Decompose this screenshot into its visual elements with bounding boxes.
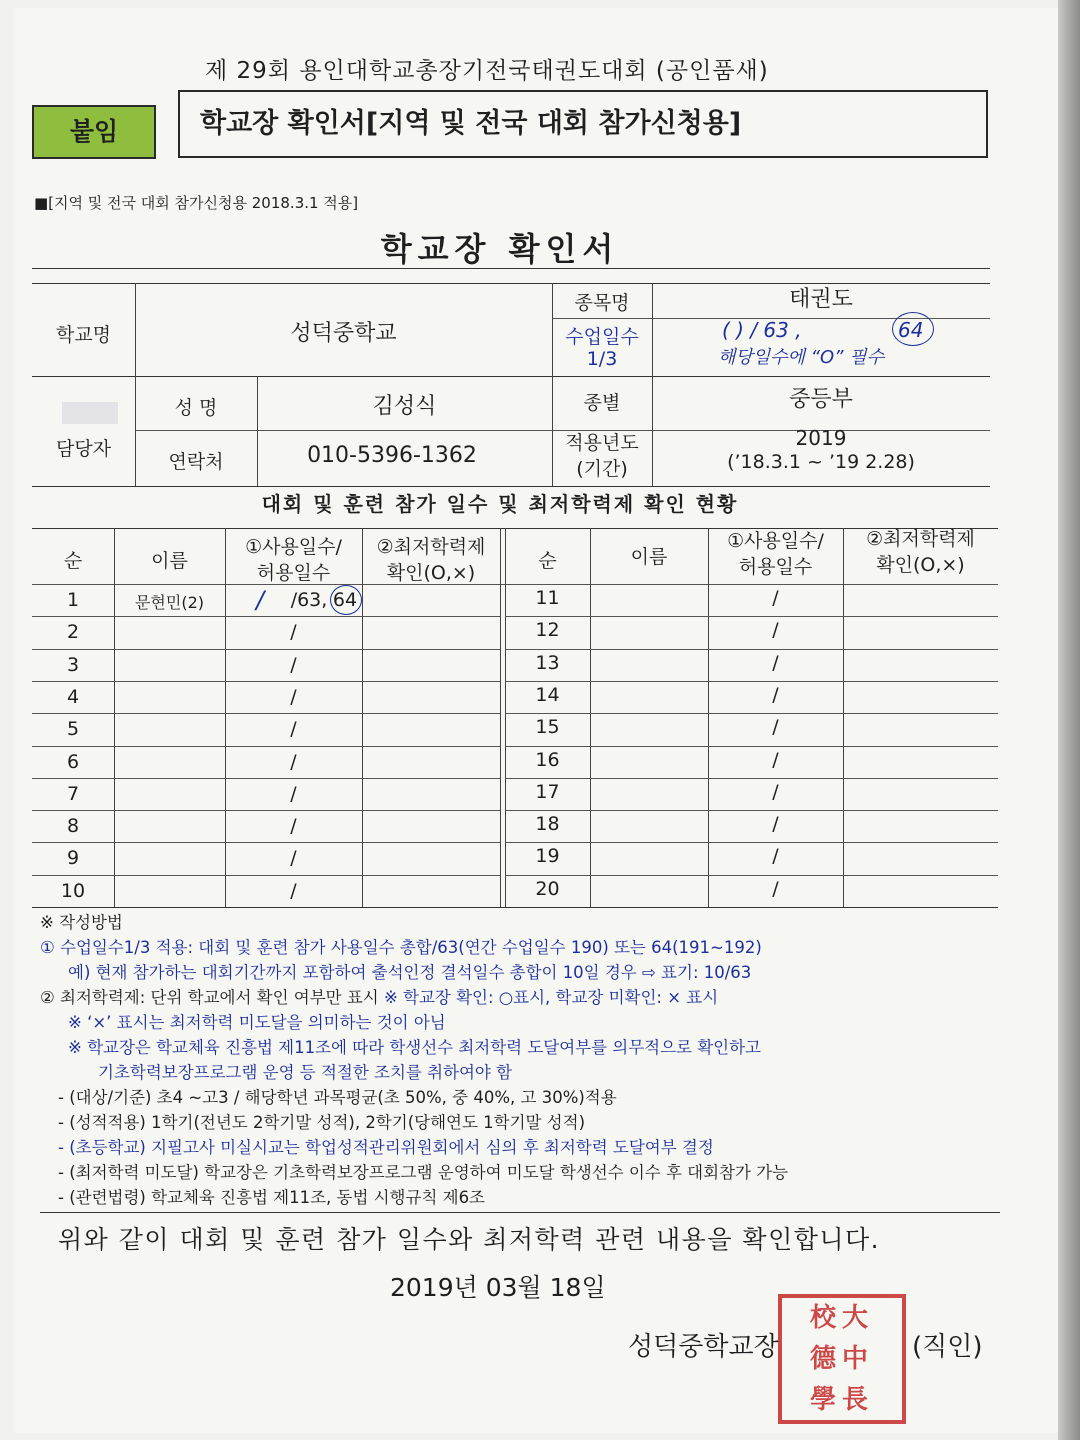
row-name: 문현민(2) — [134, 593, 205, 612]
row-days: / — [290, 847, 297, 870]
row-divider — [505, 649, 998, 650]
confirmation-statement: 위와 같이 대회 및 훈련 참가 일수와 최저학력 관련 내용을 확인합니다. — [58, 1225, 881, 1254]
header-days-sub-right: 허용일수 — [738, 556, 813, 578]
document-title: 학교장 확인서 — [380, 230, 620, 268]
row-days: / — [772, 845, 779, 868]
row-divider — [505, 810, 998, 811]
row-number: 18 — [535, 813, 560, 836]
note-line: ① 수업일수1/3 적용: 대회 및 훈련 참가 사용일수 총합/63(연간 수업일수 190) 또는 64(191~192) — [40, 938, 762, 957]
event-title: 제 29회 용인대학교총장기전국태권도대회 (공인품새) — [205, 58, 769, 84]
name-label: 성 명 — [174, 397, 218, 419]
class-days-note: 해당일수에 “O” 필수 — [718, 347, 884, 368]
period-label: 적용년도 — [565, 432, 639, 454]
class-days-fraction: 1/3 — [586, 348, 618, 370]
row-days: / — [772, 813, 779, 836]
note-line-highlight: ※ 학교장 확인: ○표시, 학교장 미확인: × 표시 — [383, 988, 719, 1007]
row-days: / — [772, 683, 779, 706]
row-number: 19 — [535, 845, 560, 868]
writing-instructions — [40, 910, 1000, 1210]
row-number: 12 — [535, 619, 560, 642]
row-divider — [505, 875, 998, 876]
seal-label: (직인) — [912, 1332, 983, 1362]
row-divider — [505, 616, 998, 617]
note-line: ※ ‘×’ 표시는 최저학력 미도달을 의미하는 것이 아님 — [68, 1013, 446, 1032]
row-number: 20 — [535, 877, 560, 900]
row-days: / — [772, 651, 779, 674]
row-divider — [32, 778, 500, 779]
division-label: 종별 — [583, 392, 621, 414]
row-divider — [32, 681, 500, 682]
official-seal-icon: 校大 德中 學長 — [778, 1294, 906, 1424]
header-academic: ②최저학력제 — [376, 536, 486, 558]
row-number: 4 — [66, 685, 80, 708]
school-label: 학교명 — [55, 324, 112, 346]
form-title: 학교장 확인서[지역 및 전국 대회 참가신청용] — [178, 90, 988, 158]
row-number: 17 — [535, 780, 560, 803]
period-year: 2019 — [795, 426, 847, 450]
row-number: 10 — [60, 879, 86, 902]
row-number: 9 — [66, 847, 80, 870]
redacted-block — [62, 402, 118, 424]
note-line: - (최저학력 미도달) 학교장은 기초학력보장프로그램 운영하여 미도달 학생선수 이수 후 대회참가 가능 — [58, 1163, 789, 1182]
header-days: ①사용일수/ — [245, 536, 342, 558]
row-number: 3 — [66, 653, 80, 676]
header-academic-sub: 확인(O,×) — [386, 562, 476, 584]
row-number: 16 — [535, 748, 560, 771]
row-number: 6 — [66, 750, 80, 773]
attachment-badge: 붙임 — [32, 105, 156, 159]
note-line: 예) 현재 참가하는 대회기간까지 포함하여 출석인정 결석일수 총합이 10일 경우 ⇨ 표기: 10/63 — [68, 963, 752, 982]
row-days: / — [772, 619, 779, 642]
row-divider — [505, 681, 998, 682]
handwritten-slash: / — [255, 586, 265, 614]
row-divider — [505, 778, 998, 779]
row-days: / — [772, 780, 779, 803]
sport-value: 태권도 — [789, 287, 853, 312]
sport-label: 종목명 — [574, 292, 630, 314]
notes-heading: ※ 작성방법 — [40, 913, 123, 932]
row-days: /63, — [290, 589, 328, 611]
phone-label: 연락처 — [168, 451, 224, 473]
row-number: 2 — [66, 621, 80, 644]
header-name-right: 이름 — [630, 546, 668, 568]
note-line: - (대상/기준) 초4 ~고3 / 해당학년 과목평균(초 50%, 중 40%, 고 30%)적용 — [58, 1088, 617, 1107]
row-number: 15 — [535, 716, 560, 739]
reference-note: ■[지역 및 전국 대회 참가신청용 2018.3.1 적용] — [34, 194, 359, 212]
row-days: / — [290, 718, 297, 741]
school-name: 성덕중학교 — [290, 321, 397, 346]
row-days: / — [772, 587, 779, 609]
header-name: 이름 — [151, 550, 188, 572]
period-label-sub: (기간) — [576, 458, 628, 480]
row-divider — [32, 616, 500, 617]
class-days-value: ( ) / 63 , — [722, 318, 802, 342]
row-number: 14 — [535, 683, 560, 706]
header-academic-sub-right: 확인(O,×) — [876, 554, 965, 576]
row-divider — [32, 810, 500, 811]
row-days-circled: 64 — [332, 589, 358, 611]
row-days: / — [772, 748, 779, 771]
note-line: 기초학력보장프로그램 운영 등 적절한 조치를 취하여야 함 — [98, 1063, 513, 1082]
row-divider — [505, 713, 998, 714]
page-edge-shadow — [1058, 0, 1080, 1440]
header-days-sub: 허용일수 — [256, 562, 331, 584]
row-days: / — [290, 653, 297, 676]
row-divider — [505, 842, 998, 843]
phone-value: 010-5396-1362 — [307, 443, 477, 468]
row-divider — [32, 875, 500, 876]
row-number: 8 — [66, 815, 80, 838]
row-days: / — [290, 815, 297, 838]
row-days: / — [290, 782, 297, 805]
row-days: / — [290, 750, 297, 773]
row-days: / — [772, 716, 779, 739]
header-days-right: ①사용일수/ — [727, 530, 824, 552]
row-divider — [32, 842, 500, 843]
note-line: - (성적적용) 1학기(전년도 2학기말 성적), 2학기(당해연도 1학기말 성적) — [58, 1113, 586, 1132]
row-number: 11 — [535, 587, 560, 609]
row-days: / — [290, 621, 297, 644]
note-line: ※ 학교장은 학교체육 진흥법 제11조에 따라 학생선수 최저학력 도달여부를 의무적으로 확인하고 — [68, 1038, 761, 1057]
row-number: 1 — [66, 589, 80, 611]
name-value: 김성식 — [372, 394, 437, 419]
participation-title: 대회 및 훈련 참가 일수 및 최저학력제 확인 현황 — [261, 492, 739, 516]
header-no: 순 — [63, 550, 83, 572]
row-number: 7 — [66, 782, 80, 805]
header-no-right: 순 — [538, 550, 557, 572]
period-range: (’18.3.1 ~ ’19 2.28) — [727, 451, 915, 473]
row-days: / — [290, 685, 297, 708]
row-days: / — [772, 877, 779, 900]
class-days-circled: 64 — [898, 318, 924, 342]
row-number: 13 — [535, 651, 560, 674]
note-line: ② 최저학력제: 단위 학교에서 확인 여부만 표시 — [40, 988, 384, 1007]
row-number: 5 — [66, 718, 80, 741]
row-divider — [505, 746, 998, 747]
class-days-label: 수업일수 — [565, 326, 639, 348]
row-divider — [32, 746, 500, 747]
note-line: - (관련법령) 학교체육 진흥법 제11조, 동법 시행규칙 제6조 — [58, 1188, 485, 1207]
notes-divider — [40, 1212, 1000, 1213]
contact-person-label: 담당자 — [55, 438, 112, 460]
row-divider — [32, 713, 500, 714]
signing-date: 2019년 03월 18일 — [390, 1273, 606, 1302]
row-days: / — [290, 879, 297, 902]
header-academic-right: ②최저학력제 — [866, 528, 975, 550]
row-divider — [32, 649, 500, 650]
note-line: - (초등학교) 지필고사 미실시교는 학업성적관리위원회에서 심의 후 최저학력 도달여부 결정 — [58, 1138, 714, 1157]
principal-title: 성덕중학교장 — [628, 1332, 779, 1362]
division-value: 중등부 — [789, 387, 853, 412]
